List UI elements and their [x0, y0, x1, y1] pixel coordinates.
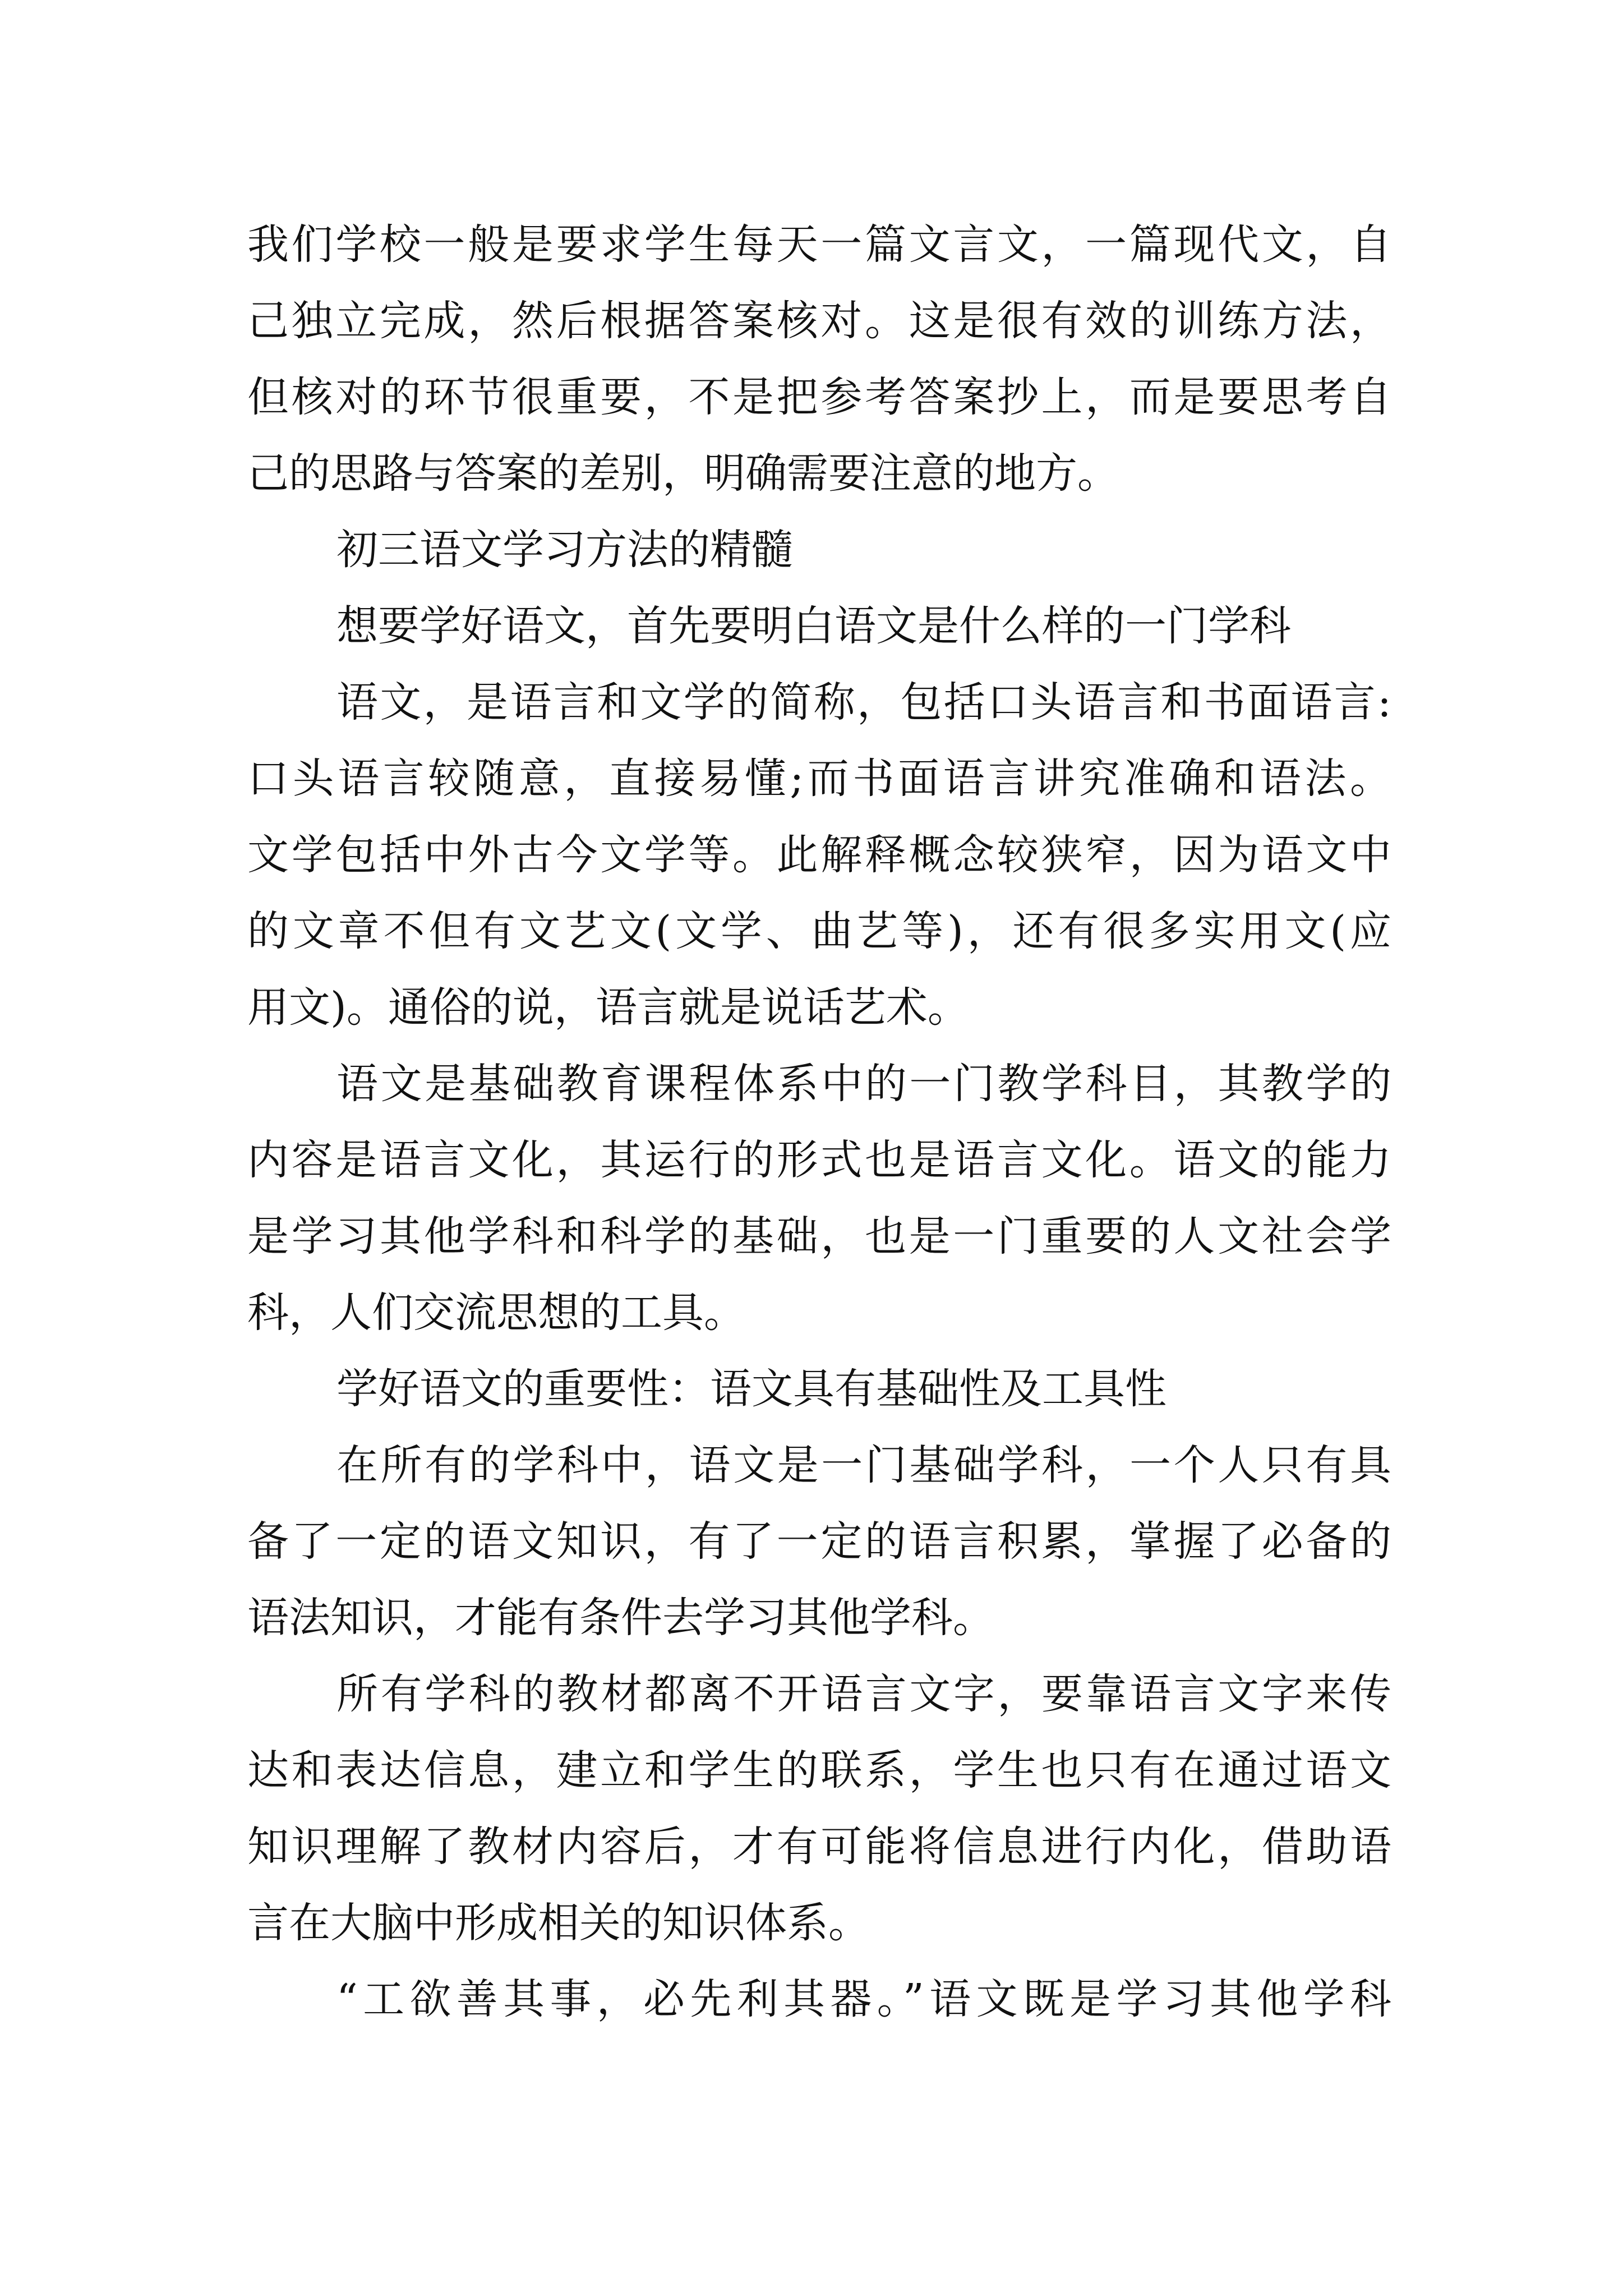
text-line: 言在大脑中形成相关的知识体系。: [247, 1899, 870, 1947]
section-heading: 想要学好语文，首先要明白语文是什么样的一门学科: [336, 602, 1291, 650]
text-line: 语文是基础教育课程体系中的一门教学科目，其教学的: [336, 1060, 1391, 1108]
text-line: “工欲善其事，必先利其器。”语文既是学习其他学科: [336, 1975, 1391, 2023]
text-line: 的文章不但有文艺文(文学、曲艺等)，还有很多实用文(应: [247, 907, 1391, 955]
section-heading: 初三语文学习方法的精髓: [336, 526, 793, 574]
text-line: 但核对的环节很重要，不是把参考答案抄上，而是要思考自: [247, 373, 1391, 421]
text-line: 己的思路与答案的差别，明确需要注意的地方。: [247, 449, 1119, 498]
text-line: 备了一定的语文知识，有了一定的语言积累，掌握了必备的: [247, 1517, 1391, 1566]
text-line: 口头语言较随意，直接易懂;而书面语言讲究准确和语法。: [247, 754, 1391, 803]
text-line: 是学习其他学科和科学的基础，也是一门重要的人文社会学: [247, 1212, 1391, 1260]
text-line: 用文)。通俗的说，语言就是说话艺术。: [247, 983, 969, 1032]
text-line: 语文，是语言和文学的简称，包括口头语言和书面语言:: [336, 678, 1391, 726]
text-line: 内容是语言文化，其运行的形式也是语言文化。语文的能力: [247, 1136, 1391, 1184]
text-line: 己独立完成，然后根据答案核对。这是很有效的训练方法，: [247, 297, 1391, 345]
text-line: 文学包括中外古今文学等。此解释概念较狭窄，因为语文中: [247, 831, 1391, 879]
text-line: 在所有的学科中，语文是一门基础学科，一个人只有具: [336, 1441, 1391, 1489]
text-line: 知识理解了教材内容后，才有可能将信息进行内化，借助语: [247, 1823, 1391, 1871]
text-line: 我们学校一般是要求学生每天一篇文言文，一篇现代文，自: [247, 220, 1391, 269]
section-heading: 学好语文的重要性：语文具有基础性及工具性: [336, 1365, 1166, 1413]
text-line: 语法知识，才能有条件去学习其他学科。: [247, 1594, 994, 1642]
text-line: 达和表达信息，建立和学生的联系，学生也只有在通过语文: [247, 1746, 1391, 1795]
text-line: 科，人们交流思想的工具。: [247, 1289, 745, 1337]
text-line: 所有学科的教材都离不开语言文字，要靠语言文字来传: [336, 1670, 1391, 1718]
